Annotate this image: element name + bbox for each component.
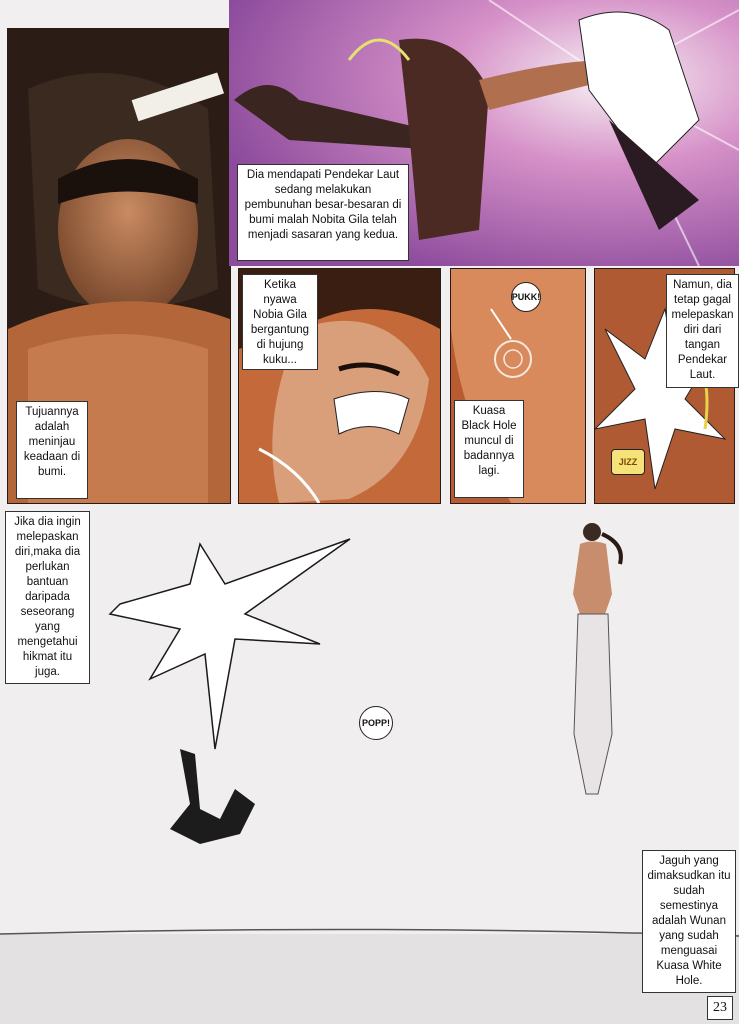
sfx-popp: POPP! <box>359 706 393 740</box>
caption-need-help: Jika dia ingin melepaskan diri,maka dia perlukan bantuan daripada seseorang yang mengetahui hikmat itu juga. <box>5 511 90 684</box>
caption-life-at-stake: Ketika nyawa Nobia Gila bergantung di hujung kuku... <box>242 274 318 370</box>
sfx-pukk: PUKK! <box>511 282 541 312</box>
bottom-scene-art <box>0 504 739 1024</box>
caption-white-hole: Jaguh yang dimaksudkan itu sudah semestinya adalah Wunan yang sudah menguasai Kuasa White Hole. <box>642 850 736 993</box>
caption-black-hole: Kuasa Black Hole muncul di badannya lagi. <box>454 400 524 498</box>
caption-purpose: Tujuannya adalah meninjau keadaan di bumi. <box>16 401 88 499</box>
page-number: 23 <box>707 996 733 1020</box>
sfx-jizz: JIZZ <box>611 449 645 475</box>
caption-fail-escape: Namun, dia tetap gagal melepaskan diri dari tangan Pendekar Laut. <box>666 274 739 388</box>
caption-massacre: Dia mendapati Pendekar Laut sedang melakukan pembunuhan besar-besaran di bumi malah Nobita Gila telah menjadi sasaran yang kedua. <box>237 164 409 261</box>
